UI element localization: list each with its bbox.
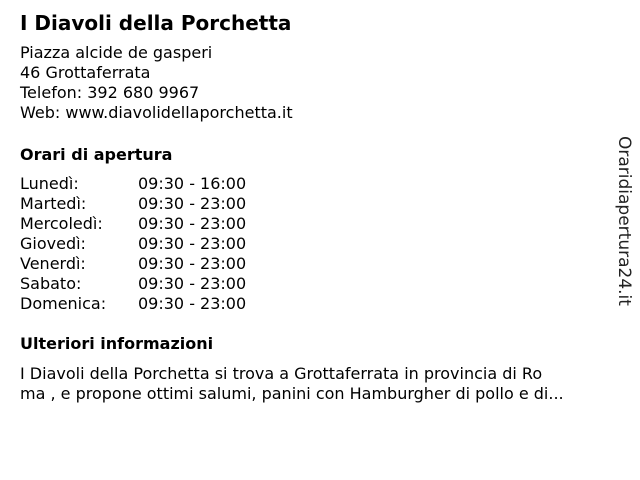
opening-hours-heading: Orari di apertura	[20, 145, 173, 164]
day-label: Domenica:	[20, 294, 107, 313]
day-label: Mercoledì:	[20, 214, 103, 233]
time-range: 09:30 - 16:00	[138, 174, 247, 193]
more-info-heading: Ulteriori informazioni	[20, 334, 214, 353]
phone-number: Telefon: 392 680 9967	[20, 83, 200, 102]
day-label: Venerdì:	[20, 254, 86, 273]
time-range: 09:30 - 23:00	[138, 254, 247, 273]
time-range: 09:30 - 23:00	[138, 214, 247, 233]
time-range: 09:30 - 23:00	[138, 274, 247, 293]
time-range: 09:30 - 23:00	[138, 294, 247, 313]
time-range: 09:30 - 23:00	[138, 234, 247, 253]
hours-row-friday	[20, 254, 320, 274]
more-info-text	[20, 364, 626, 404]
hours-row-tuesday	[20, 194, 320, 214]
info-line: ma , e propone ottimi salumi, panini con Hamburgher di pollo e di...	[20, 384, 564, 403]
website-link[interactable]: Web: www.diavolidellaporchetta.it	[20, 103, 293, 122]
contact-block	[20, 43, 293, 123]
time-range: 09:30 - 23:00	[138, 194, 247, 213]
info-line: I Diavoli della Porchetta si trova a Grottaferrata in provincia di Ro	[20, 364, 543, 383]
address-street: Piazza alcide de gasperi	[20, 43, 213, 62]
hours-row-sunday	[20, 294, 320, 314]
site-watermark: Oraridiapertura24.it	[614, 136, 634, 306]
day-label: Sabato:	[20, 274, 82, 293]
hours-row-saturday	[20, 274, 320, 294]
day-label: Lunedì:	[20, 174, 79, 193]
day-label: Giovedì:	[20, 234, 86, 253]
hours-row-wednesday	[20, 214, 320, 234]
address-city: 46 Grottaferrata	[20, 63, 151, 82]
hours-row-thursday	[20, 234, 320, 254]
day-label: Martedì:	[20, 194, 87, 213]
opening-hours-table	[20, 174, 320, 314]
business-name: I Diavoli della Porchetta	[20, 11, 292, 35]
hours-row-monday	[20, 174, 320, 194]
